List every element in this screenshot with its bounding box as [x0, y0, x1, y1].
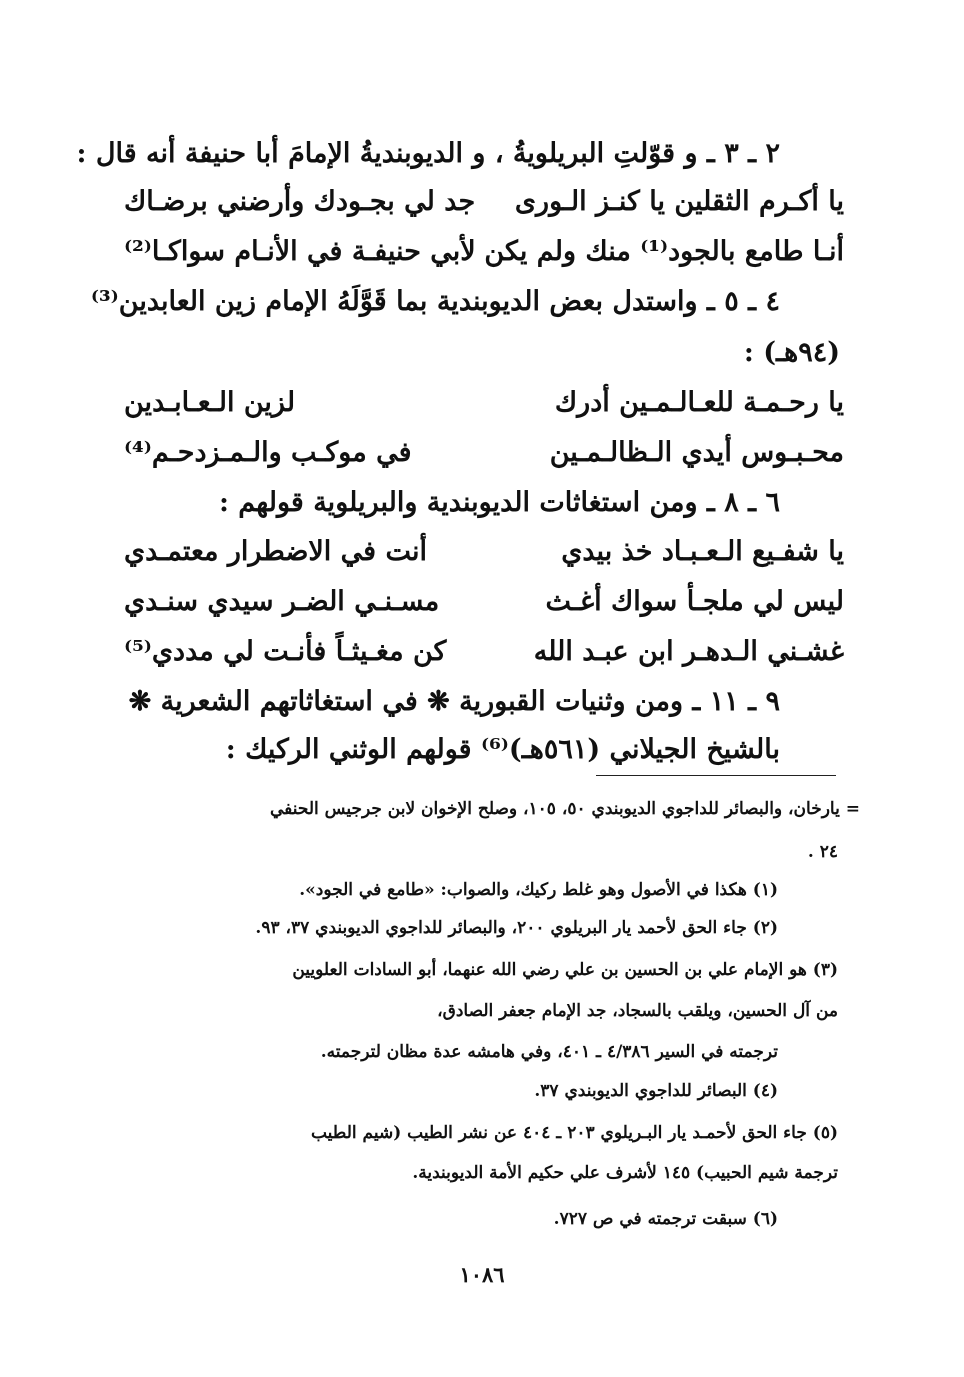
verse-6	[124, 586, 844, 617]
footnote-3-continued: من آل الحسين، ويلقب بالسجاد، جد الإمام جعفر الصادق،	[437, 1001, 838, 1021]
paragraph-9-11-continued: بالشيخ الجيلاني (٥٦١هـ)⁽⁶⁾ قولهم الوثني الركيك :	[225, 734, 780, 765]
verse-2-second-hemistich: لأبي حنيفـة في الأنـام سواكـا⁽²⁾	[124, 236, 476, 267]
verse-1-first-hemistich: يا أكـرم الثقلين يا كنـز الـورى	[514, 186, 844, 217]
verse-5	[124, 536, 844, 567]
verse-6-second-hemistich: مسـنـي الضـر سيدي سنـدي	[124, 586, 440, 617]
footnote-3: (٣) هو الإمام علي بن الحسين بن علي رضي الله عنهما، أبو السادات العلويين	[292, 960, 838, 980]
paragraph-2-3: ٢ ـ ٣ ـ و قوّلتِ البريلويةُ ، و الديوبنديةُ الإمامَ أبا حنيفة أنه قال :	[76, 138, 780, 169]
verse-5-first-hemistich: يا شفـيع الـعـبـاد خذ بيدي	[561, 536, 844, 567]
footnote-continuation-end: ٢٤ .	[807, 842, 838, 862]
verse-4	[124, 437, 844, 468]
footnote-5-continued: ترجمة شيم الحبيب) ١٤٥ لأشرف علي حكيم الأمة الديوبندية.	[412, 1163, 838, 1183]
verse-3-second-hemistich: لزين الـعـابـدين	[124, 387, 296, 418]
footnote-1: (١) هكذا في الأصول وهو غلط ركيك، والصواب: «طامع في الجود».	[299, 880, 778, 900]
verse-7-first-hemistich: غشـني الـدهـر ابن عبـد الله	[533, 636, 844, 667]
verse-3	[124, 387, 844, 418]
paragraph-9-11: ٩ ـ ١١ ـ ومن وثنيات القبورية ❋ في استغاثاتهم الشعرية ❋	[128, 686, 780, 717]
verse-2-first-hemistich: أنـا طامع بالجود⁽¹⁾ منك ولم يكن	[484, 236, 844, 267]
verse-1-second-hemistich: جد لي بجـودك وأرضني برضـاك	[124, 186, 476, 217]
verse-4-first-hemistich: محـبـوس أيدي الـظالـمـين	[549, 437, 844, 468]
verse-5-second-hemistich: أنت في الاضطرار معتمـدي	[124, 536, 428, 567]
paragraph-4-5: ٤ ـ ٥ ـ واستدل بعض الديوبندية بما قَوَّلَهُ الإمام زين العابدين⁽³⁾	[90, 286, 780, 317]
footnote-6: (٦) سبقت ترجمته في ص ٧٢٧.	[553, 1209, 778, 1229]
footnote-5: (٥) جاء الحق لأحمـد يار البـريلوي ٢٠٣ ـ ٤٠٤ عن نشر الطيب (شيم الطيب	[310, 1123, 838, 1143]
verse-7	[124, 636, 844, 667]
page-number: ١٠٨٦	[459, 1262, 505, 1287]
verse-4-second-hemistich: في موكـب والـمـزدحـم⁽⁴⁾	[124, 437, 412, 468]
footnote-2: (٢) جاء الحق لأحمد يار البريلوي ٢٠٠، والبصائر للداجوي الديوبندي ٣٧، ٩٣.	[255, 918, 778, 938]
verse-2	[124, 236, 844, 267]
verse-6-first-hemistich: ليس لي ملجـأ سواك أغـث	[545, 586, 844, 617]
footnote-4: (٤) البصائر للداجوي الديوبندي ٣٧.	[534, 1081, 778, 1101]
verse-3-first-hemistich: يا رحـمـة للعـالـمـين أدرك	[554, 387, 844, 418]
paragraph-6-8: ٦ ـ ٨ ـ ومن استغاثات الديوبندية والبريلوية قولهم :	[218, 487, 780, 518]
verse-1	[124, 186, 844, 217]
verse-7-second-hemistich: كن مغـيثـاً فأنـت لي مددي⁽⁵⁾	[124, 636, 447, 667]
footnote-separator	[596, 775, 836, 776]
paragraph-4-5-continued: (٩٤هـ) :	[743, 337, 840, 368]
footnote-continuation: = يارخان، والبصائر للداجوي الديوبندي ٥٠، ١٠٥، وصلح الإخوان لابن جرجيس الحنفي	[269, 799, 860, 819]
footnote-3-continued-2: ترجمته في السير ٤/٣٨٦ ـ ٤٠١، وفي هامشه عدة مظان لترجمته.	[320, 1042, 778, 1062]
